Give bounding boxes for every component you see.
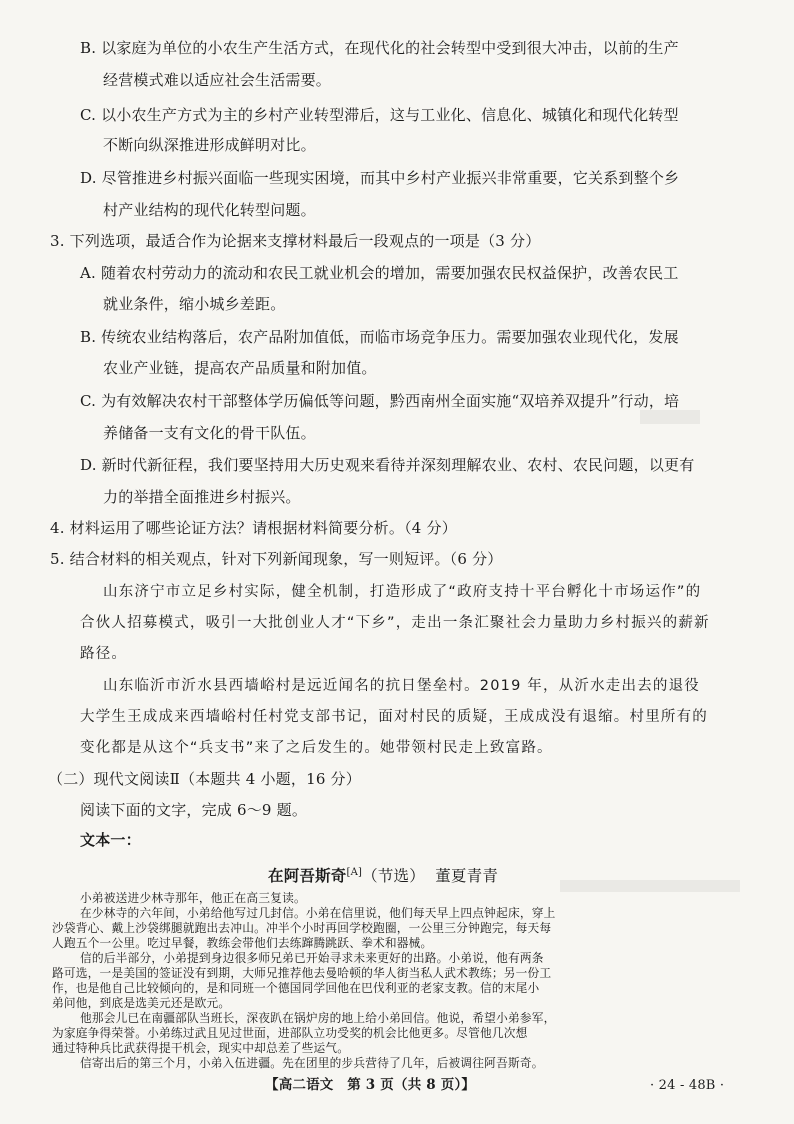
story-author: 董夏青青 bbox=[435, 867, 499, 886]
section2-instruction: 阅读下面的文字，完成 6～9 题。 bbox=[80, 801, 308, 819]
q2-option-c-line2: 不断向纵深推进形成鲜明对比。 bbox=[103, 136, 316, 154]
story-p5-line1: 信寄出后的第三个月，小弟入伍进疆。先在团里的步兵营待了几年，后被调往阿吾斯奇。 bbox=[80, 1056, 544, 1070]
story-p4-line1: 他那会儿已在南疆部队当班长，深夜趴在锅炉房的地上给小弟回信。他说，希望小弟参军， bbox=[80, 1011, 556, 1025]
story-p3-line1: 信的后半部分，小弟提到身边很多师兄弟已开始寻求未来更好的出路。小弟说，他有两条 bbox=[80, 951, 544, 965]
q3-option-b-line1: B. 传统农业结构落后，农产品附加值低，而临市场竞争压力。需要加强农业现代化，发展 bbox=[80, 328, 679, 346]
story-p3-line3: 作，也是他自己比较倾向的，是和同班一个德国同学回他在巴伐利亚的老家支教。信的末尾小 bbox=[52, 981, 540, 995]
story-p2-line2: 沙袋背心、戴上沙袋绑腿就跑出去冲山。冲半个小时再回学校跑圈，一公里三分钟跑完，每天每 bbox=[52, 921, 552, 935]
story-note-marker: [A] bbox=[346, 867, 363, 878]
story-p1-line1: 小弟被送进少林寺那年，他正在高三复读。 bbox=[80, 891, 306, 905]
story-title: 在阿吾斯奇 bbox=[268, 866, 347, 886]
story-p3-line4: 弟问他，到底是选美元还是欧元。 bbox=[52, 996, 231, 1010]
news-p2-line3: 变化都是从这个“兵支书”来了之后发生的。她带领村民走上致富路。 bbox=[80, 740, 553, 756]
text-one-label: 文本一： bbox=[80, 831, 141, 849]
story-subtitle: （节选） bbox=[362, 867, 425, 886]
q2-option-d-line1: D. 尽管推进乡村振兴面临一些现实困境，而其中乡村产业振兴非常重要，它关系到整个乡 bbox=[80, 169, 680, 187]
news-p1-line1: 山东济宁市立足乡村实际，健全机制，打造形成了“政府支持十平台孵化十市场运作”的 bbox=[103, 584, 702, 600]
q2-option-d-line2: 村产业结构的现代化转型问题。 bbox=[103, 201, 316, 219]
q3-option-c-line1: C. 为有效解决农村干部整体学历偏低等问题，黔西南州全面实施“双培养双提升”行动，培 bbox=[80, 392, 680, 410]
news-p2-line1: 山东临沂市沂水县西墙峪村是远近闻名的抗日堡垒村。2019 年，从沂水走出去的退役 bbox=[103, 678, 701, 694]
scan-smudge bbox=[640, 410, 700, 424]
story-p2-line1: 在少林寺的六年间，小弟给他写过几封信。小弟在信里说，他们每天早上四点钟起床，穿上 bbox=[80, 906, 556, 920]
story-p3-line2: 路可选，一是美国的签证没有到期，大师兄推荐他去曼哈顿的华人街当私人武术教练；另一份工 bbox=[52, 966, 552, 980]
scan-smudge bbox=[560, 880, 740, 892]
news-p1-line3: 路径。 bbox=[80, 646, 128, 662]
q4-stem: 4. 材料运用了哪些论证方法？请根据材料简要分析。（4 分） bbox=[50, 519, 457, 537]
footer-page-info: 【高二语文 第 3 页（共 8 页）】 bbox=[265, 1077, 476, 1093]
story-title-block bbox=[268, 863, 498, 886]
q2-option-b-line2: 经营模式难以适应社会生活需要。 bbox=[103, 71, 332, 89]
q3-option-d-line1: D. 新时代新征程，我们要坚持用大历史观来看待并深刻理解农业、农村、农民问题，以更有 bbox=[80, 456, 695, 474]
news-p1-line2: 合伙人招募模式，吸引一大批创业人才“下乡”，走出一条汇聚社会力量助力乡村振兴的薪新 bbox=[80, 615, 710, 631]
story-p2-line3: 人跑五个一公里。吃过早餐，教练会带他们去练蹿腾跳跃、拳术和器械。 bbox=[52, 936, 433, 950]
q2-option-b-line1: B. 以家庭为单位的小农生产生活方式，在现代化的社会转型中受到很大冲击，以前的生产 bbox=[80, 39, 679, 57]
q3-stem: 3. 下列选项，最适合作为论据来支撑材料最后一段观点的一项是（3 分） bbox=[50, 232, 541, 250]
q3-option-b-line2: 农业产业链，提高农产品质量和附加值。 bbox=[103, 359, 377, 377]
q3-option-d-line2: 力的举措全面推进乡村振兴。 bbox=[103, 488, 301, 506]
footer-code: · 24 - 48B · bbox=[650, 1078, 725, 1093]
news-p2-line2: 大学生王成成来西墙峪村任村党支部书记，面对村民的质疑，王成成没有退缩。村里所有的 bbox=[80, 709, 708, 725]
q5-stem: 5. 结合材料的相关观点，针对下列新闻现象，写一则短评。（6 分） bbox=[50, 550, 503, 568]
q3-option-c-line2: 养储备一支有文化的骨干队伍。 bbox=[103, 424, 316, 442]
story-p4-line3: 通过特种兵比武获得提干机会，现实中却总差了些运气。 bbox=[52, 1041, 350, 1055]
section2-heading: （二）现代文阅读Ⅱ（本题共 4 小题，16 分） bbox=[48, 770, 361, 788]
q3-option-a-line2: 就业条件，缩小城乡差距。 bbox=[103, 295, 286, 313]
q2-option-c-line1: C. 以小农生产方式为主的乡村产业转型滞后，这与工业化、信息化、城镇化和现代化转型 bbox=[80, 106, 679, 124]
q3-option-a-line1: A. 随着农村劳动力的流动和农民工就业机会的增加，需要加强农民权益保护，改善农民工 bbox=[80, 264, 679, 282]
story-p4-line2: 为家庭争得荣誉。小弟练过武且见过世面，进部队立功受奖的机会比他更多。尽管他几次想 bbox=[52, 1026, 528, 1040]
